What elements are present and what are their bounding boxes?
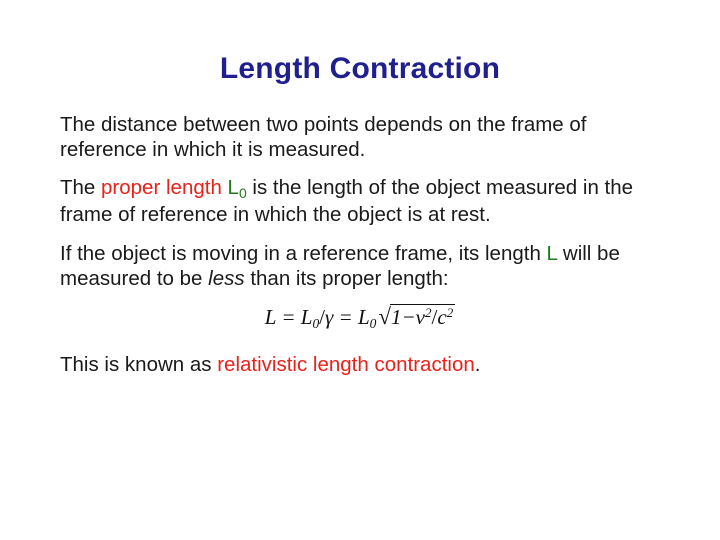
- equation-l0-second-base: L: [357, 305, 370, 330]
- paragraph-3: [60, 241, 660, 291]
- equation-radical: [376, 304, 455, 330]
- equation-l0-first-base: L: [300, 305, 313, 330]
- radicand-v: v: [415, 305, 425, 330]
- paragraph-4-period: .: [474, 353, 481, 377]
- equation-l0-second: [357, 305, 377, 332]
- symbol-l-zero-base: L: [227, 176, 239, 200]
- emphasis-less: less: [208, 266, 245, 290]
- equation-equals-2: =: [338, 305, 353, 330]
- paragraph-3-mid: will be measured to be: [60, 241, 620, 290]
- paragraph-3-lead: If the object is moving in a reference frame, its length: [60, 241, 547, 265]
- paragraph-2-tail: is the length of the object measured in the frame of reference in which the object is at rest.: [60, 176, 634, 227]
- page-title: Length Contraction: [219, 52, 501, 85]
- symbol-l: L: [546, 241, 558, 265]
- paragraph-4-lead: This is known as: [60, 353, 218, 377]
- symbol-l-zero-subscript: 0: [238, 185, 247, 202]
- radicand-one: 1: [391, 305, 402, 330]
- radical-sign: √: [378, 304, 391, 330]
- paragraph-3-tail: than its proper length:: [244, 266, 449, 290]
- length-contraction-equation: [60, 304, 660, 332]
- equation-gamma: γ: [325, 305, 334, 330]
- radicand-c-exponent: 2: [446, 305, 454, 321]
- radicand-v-exponent: 2: [425, 305, 432, 321]
- radicand-minus: −: [401, 305, 416, 330]
- radicand: [390, 304, 455, 330]
- equation-equals-1: =: [281, 305, 296, 330]
- paragraph-4: [60, 352, 660, 377]
- equation-slash: /: [319, 305, 326, 330]
- paragraph-2-lead: The: [60, 176, 102, 200]
- slide-body: [60, 112, 660, 377]
- radicand-over: /: [431, 305, 438, 330]
- symbol-l-zero: [227, 176, 247, 202]
- paragraph-1: [60, 112, 660, 162]
- equation-lhs: L: [264, 305, 277, 330]
- paragraph-2: [60, 175, 660, 227]
- paragraph-1-text: The distance between two points depends on the frame of reference in which it is measured.: [60, 113, 587, 162]
- relativistic-length-contraction-term: relativistic length contraction: [217, 353, 475, 377]
- radicand-c: c: [437, 305, 447, 330]
- equation-l0-first-sub: 0: [312, 316, 320, 332]
- equation-l0-second-sub: 0: [369, 316, 377, 332]
- equation-l0-first: [300, 305, 320, 332]
- proper-length-term: proper length: [101, 176, 222, 200]
